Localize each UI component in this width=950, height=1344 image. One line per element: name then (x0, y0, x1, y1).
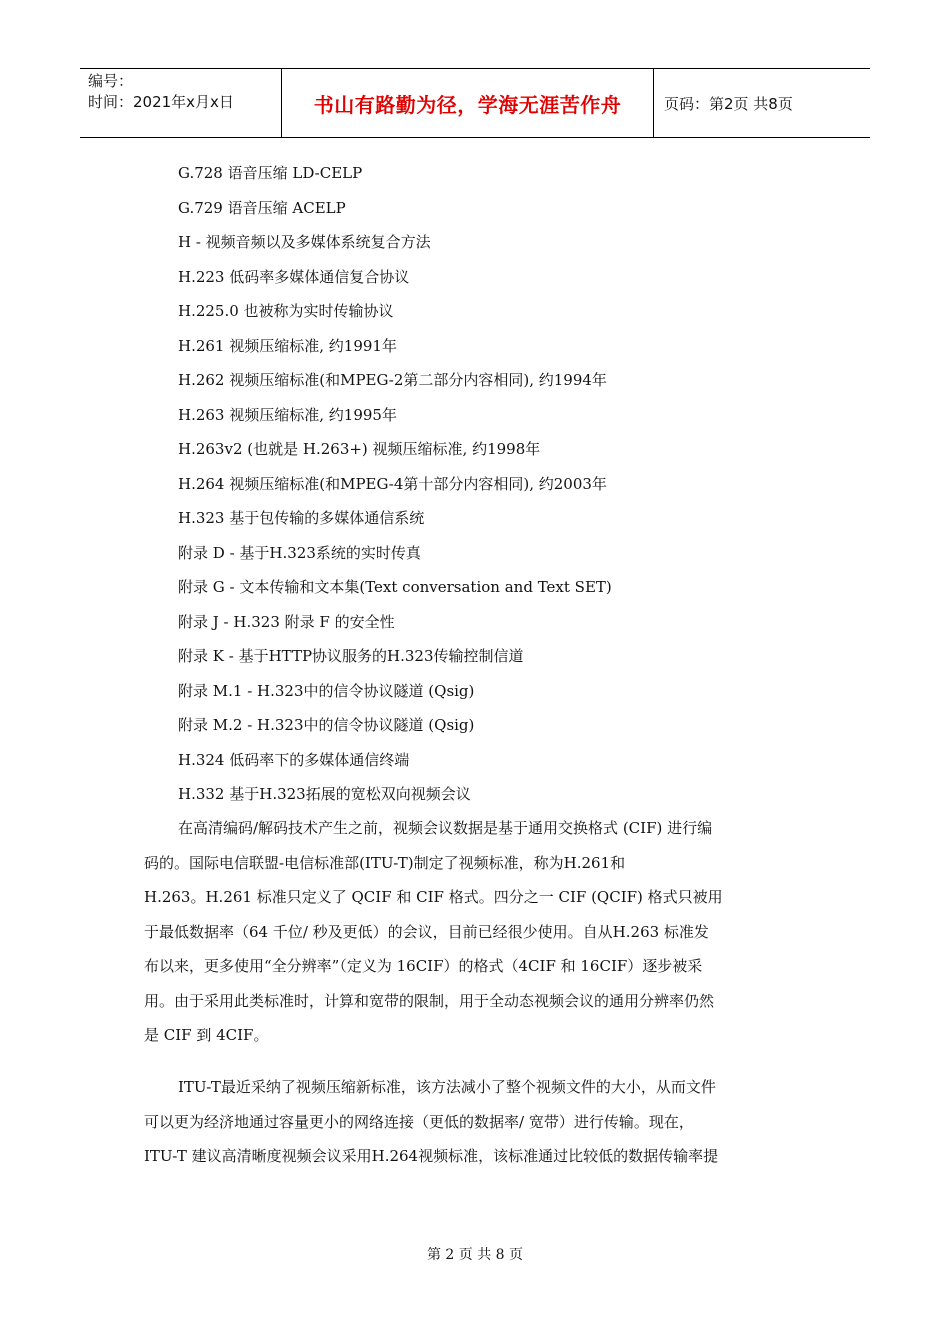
paragraph-line: H.263。H.261 标准只定义了 QCIF 和 CIF 格式。四分之一 CIF (QCIF) 格式只被用 (144, 888, 723, 906)
list-item: 附录 M.1 - H.323中的信令协议隧道 (Qsig) (178, 681, 475, 700)
document-number-label: 编号： (88, 72, 134, 90)
paragraph-cif (144, 811, 808, 1053)
document-time-label: 时间：2021年x月x日 (88, 93, 234, 111)
paragraph-line: ITU-T最近采纳了视频压缩新标准，该方法减小了整个视频文件的大小，从而文件 (178, 1078, 716, 1096)
paragraph-line: 布以来，更多使用“全分辨率”（定义为 16CIF）的格式（4CIF 和 16CIF）逐步被采 (144, 957, 703, 975)
header-page-info: 页码：第2页 共8页 (664, 94, 793, 113)
header-motto: 书山有路勤为径，学海无涯苦作舟 (282, 69, 654, 137)
list-item: 附录 G - 文本传输和文本集(Text conversation and Text SET) (178, 578, 612, 596)
list-item: H.225.0 也被称为实时传输协议 (178, 302, 394, 320)
list-item: G.728 语音压缩 LD-CELP (178, 164, 363, 182)
list-item: H.332 基于H.323拓展的宽松双向视频会议 (178, 785, 471, 803)
list-item: H.262 视频压缩标准(和MPEG-2第二部分内容相同), 约1994年 (178, 371, 607, 389)
paragraph-line: ITU-T 建议高清晰度视频会议采用H.264视频标准，该标准通过比较低的数据传输率提 (144, 1147, 719, 1165)
list-item: 附录 J - H.323 附录 F 的安全性 (178, 612, 395, 631)
page-header (80, 68, 870, 138)
paragraph-line: 于最低数据率（64 千位/ 秒及更低）的会议，目前已经很少使用。自从H.263 标准发 (144, 922, 709, 941)
header-meta (80, 69, 282, 137)
list-item: H.263v2 (也就是 H.263+) 视频压缩标准, 约1998年 (178, 440, 541, 458)
paragraph-line: 码的。国际电信联盟-电信标准部(ITU-T)制定了视频标准，称为H.261和 (144, 853, 626, 872)
standards-list (178, 156, 818, 812)
list-item: G.729 语音压缩 ACELP (178, 198, 346, 217)
list-item: H.264 视频压缩标准(和MPEG-4第十部分内容相同), 约2003年 (178, 474, 607, 493)
list-item: H.324 低码率下的多媒体通信终端 (178, 750, 410, 769)
paragraph-line: 是 CIF 到 4CIF。 (144, 1026, 269, 1044)
list-item: H.323 基于包传输的多媒体通信系统 (178, 509, 425, 527)
list-item: H.261 视频压缩标准, 约1991年 (178, 336, 397, 355)
paragraph-line: 在高清编码/解码技术产生之前，视频会议数据是基于通用交换格式 (CIF) 进行编 (178, 819, 713, 837)
list-item: H - 视频音频以及多媒体系统复合方法 (178, 233, 431, 251)
list-item: H.263 视频压缩标准, 约1995年 (178, 405, 397, 424)
list-item: H.223 低码率多媒体通信复合协议 (178, 267, 410, 286)
paragraph-line: 可以更为经济地通过容量更小的网络连接（更低的数据率/ 宽带）进行传输。现在， (144, 1112, 694, 1131)
list-item: 附录 M.2 - H.323中的信令协议隧道 (Qsig) (178, 716, 475, 734)
list-item: 附录 D - 基于H.323系统的实时传真 (178, 543, 421, 562)
page-footer: 第 2 页 共 8 页 (426, 1247, 524, 1263)
paragraph-itu (144, 1070, 808, 1174)
paragraph-line: 用。由于采用此类标准时，计算和宽带的限制，用于全动态视频会议的通用分辨率仍然 (144, 991, 715, 1010)
list-item: 附录 K - 基于HTTP协议服务的H.323传输控制信道 (178, 647, 524, 665)
